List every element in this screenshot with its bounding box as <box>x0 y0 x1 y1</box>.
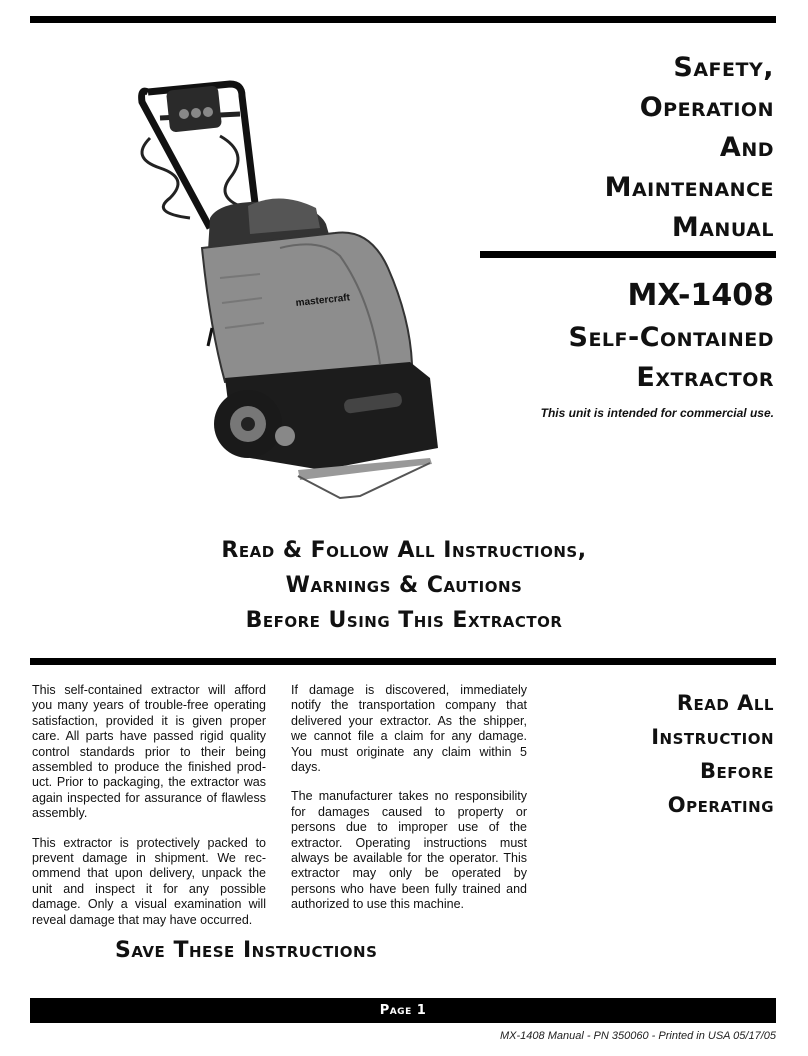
paragraph: If damage is discovered, immediately notify the transportation company that delivered your extractor. As the shipper, we cannot file a claim for any damage. You must originate any claim within 5 days. <box>291 683 527 775</box>
manual-title <box>474 48 774 248</box>
callout-line: Operating <box>667 793 774 817</box>
product-block <box>454 274 774 420</box>
title-rule <box>480 251 776 258</box>
title-line: And <box>719 132 774 163</box>
warning-headline <box>0 533 808 638</box>
model-number: MX-1408 <box>627 278 774 313</box>
title-line: Maintenance <box>604 172 774 203</box>
body-column-1 <box>32 683 266 942</box>
body-column-2 <box>291 683 527 927</box>
extractor-illustration <box>130 78 450 510</box>
section-rule <box>30 658 776 665</box>
product-subtitle-line: Extractor <box>636 362 774 393</box>
page-number-bar: Page 1 <box>30 998 776 1023</box>
footer-text: MX-1408 Manual - PN 350060 - Printed in USA 05/17/05 <box>500 1030 776 1042</box>
callout-line: Instruction <box>651 725 774 749</box>
warning-line: Before Using This Extractor <box>245 608 563 633</box>
read-all-callout <box>554 686 774 822</box>
top-rule <box>30 16 776 23</box>
paragraph: The manufacturer takes no responsibility for damages caused to property or persons due to improper use of the extractor. Operating instructions must always be available for the operator. This extractor may only be operated by persons who have been fully trained and authorized to use this machine. <box>291 789 527 912</box>
title-line: Operation <box>639 92 774 123</box>
commercial-use-note: This unit is intended for commercial use. <box>540 406 774 420</box>
title-line: Manual <box>671 212 774 243</box>
housing-brand-label: mastercraft <box>295 292 351 309</box>
callout-line: Before <box>699 759 774 783</box>
title-line: Safety, <box>673 52 774 83</box>
callout-line: Read All <box>676 691 774 715</box>
warning-line: Read & Follow All Instructions, <box>221 538 587 563</box>
save-instructions-heading: Save These Instructions <box>115 938 378 963</box>
warning-line: Warnings & Cautions <box>285 573 523 598</box>
product-subtitle-line: Self-Contained <box>568 322 774 353</box>
paragraph: This extractor is protectively packed to prevent damage in shipment. We rec-ommend that upon delivery, unpack the unit and inspect it for any possible damage. Only a visual examination will reveal damage that may have occurred. <box>32 835 266 927</box>
paragraph: This self-contained extractor will afford you many years of trouble-free operating satisfaction, provided it is given proper care. All parts have passed rigid quality control standards prior to their being assembled to produce the finished prod-uct. Prior to packaging, the extractor was again inspected for assurance of flawless assembly. <box>32 683 266 821</box>
